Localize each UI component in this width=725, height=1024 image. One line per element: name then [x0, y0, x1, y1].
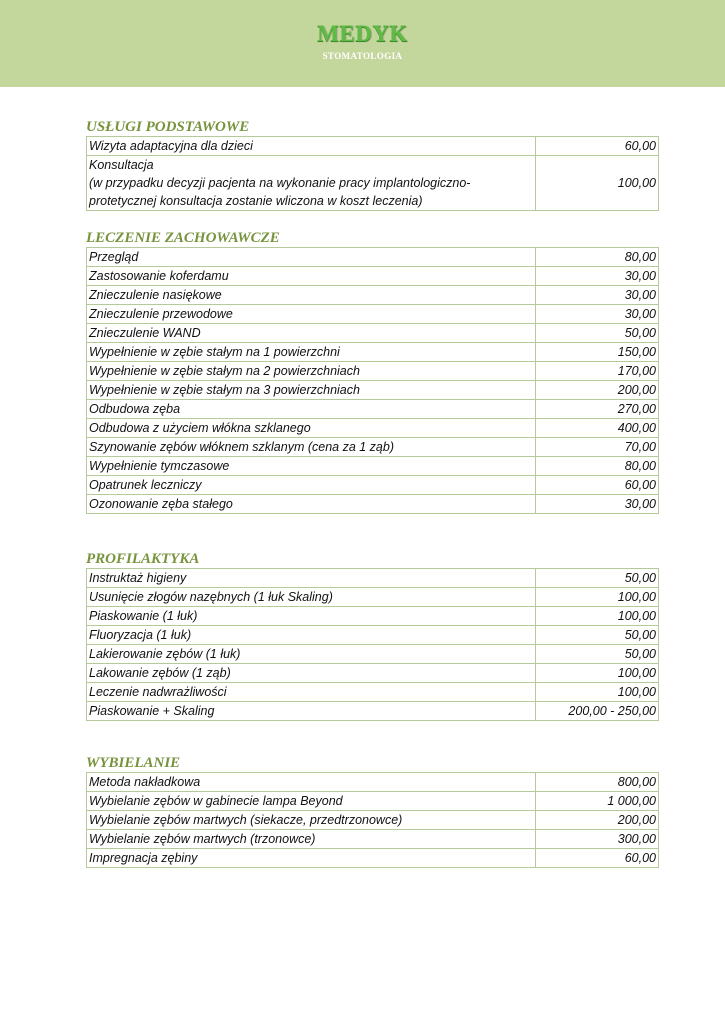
- table-row: [87, 773, 659, 792]
- table-row: [87, 588, 659, 607]
- service-price: 200,00: [536, 811, 659, 830]
- service-name: Odbudowa zęba: [87, 400, 536, 419]
- service-name: Piaskowanie (1 łuk): [87, 607, 536, 626]
- table-row: [87, 702, 659, 721]
- service-price: 100,00: [536, 664, 659, 683]
- table-row: [87, 683, 659, 702]
- service-price: 50,00: [536, 569, 659, 588]
- section-title: PROFILAKTYKA: [86, 551, 200, 567]
- service-name: Lakierowanie zębów (1 łuk): [87, 645, 536, 664]
- service-price: 270,00: [536, 400, 659, 419]
- table-row: [87, 267, 659, 286]
- table-row: [87, 830, 659, 849]
- table-row: [87, 645, 659, 664]
- service-name: Impregnacja zębiny: [87, 849, 536, 868]
- section-whitening: [86, 754, 656, 868]
- price-table: [86, 568, 659, 721]
- service-name: Lakowanie zębów (1 ząb): [87, 664, 536, 683]
- table-row: [87, 305, 659, 324]
- service-price: 200,00 - 250,00: [536, 702, 659, 721]
- table-row: [87, 381, 659, 400]
- service-name: Wypełnienie tymczasowe: [87, 457, 536, 476]
- table-row: [87, 626, 659, 645]
- service-price: 60,00: [536, 137, 659, 156]
- table-row: [87, 438, 659, 457]
- service-name: Przegląd: [87, 248, 536, 267]
- section-title: LECZENIE ZACHOWAWCZE: [86, 230, 280, 246]
- service-name-line: protetycznej konsultacja zostanie wliczona w koszt leczenia): [89, 194, 423, 208]
- brand-subtitle: STOMATOLOGIA: [322, 51, 403, 61]
- service-price: 100,00: [536, 156, 659, 211]
- table-row: [87, 324, 659, 343]
- service-price: 800,00: [536, 773, 659, 792]
- service-name: Metoda nakładkowa: [87, 773, 536, 792]
- service-price: 60,00: [536, 476, 659, 495]
- table-row: [87, 343, 659, 362]
- table-row: [87, 248, 659, 267]
- service-name: Piaskowanie + Skaling: [87, 702, 536, 721]
- table-row: [87, 156, 659, 211]
- service-name: Wizyta adaptacyjna dla dzieci: [87, 137, 536, 156]
- service-name: Wypełnienie w zębie stałym na 1 powierzchni: [87, 343, 536, 362]
- service-name: Instruktaż higieny: [87, 569, 536, 588]
- service-name: Wybielanie zębów w gabinecie lampa Beyond: [87, 792, 536, 811]
- table-row: [87, 811, 659, 830]
- service-price: 400,00: [536, 419, 659, 438]
- service-price: 30,00: [536, 495, 659, 514]
- section-title: USŁUGI PODSTAWOWE: [86, 119, 250, 135]
- table-row: [87, 495, 659, 514]
- service-name: [87, 156, 536, 211]
- service-price: 300,00: [536, 830, 659, 849]
- service-price: 30,00: [536, 286, 659, 305]
- service-price: 70,00: [536, 438, 659, 457]
- section-title: WYBIELANIE: [86, 755, 181, 771]
- service-price: 1 000,00: [536, 792, 659, 811]
- service-price: 100,00: [536, 683, 659, 702]
- table-row: [87, 792, 659, 811]
- service-name: Odbudowa z użyciem włókna szklanego: [87, 419, 536, 438]
- service-name-line: Konsultacja: [89, 158, 154, 172]
- service-price: 60,00: [536, 849, 659, 868]
- service-name: Ozonowanie zęba stałego: [87, 495, 536, 514]
- service-price: 50,00: [536, 626, 659, 645]
- table-row: [87, 362, 659, 381]
- service-name: Znieczulenie WAND: [87, 324, 536, 343]
- service-name: Wypełnienie w zębie stałym na 3 powierzchniach: [87, 381, 536, 400]
- section-basic-services: [86, 118, 656, 211]
- table-row: [87, 419, 659, 438]
- service-name-line: (w przypadku decyzji pacjenta na wykonanie pracy implantologiczno-: [89, 176, 471, 190]
- service-name: Usunięcie złogów nazębnych (1 łuk Skaling): [87, 588, 536, 607]
- price-table: [86, 247, 659, 514]
- service-name: Szynowanie zębów włóknem szklanym (cena za 1 ząb): [87, 438, 536, 457]
- table-row: [87, 400, 659, 419]
- service-price: 100,00: [536, 607, 659, 626]
- service-price: 50,00: [536, 324, 659, 343]
- service-name: Opatrunek leczniczy: [87, 476, 536, 495]
- table-row: [87, 457, 659, 476]
- service-price: 30,00: [536, 305, 659, 324]
- table-row: [87, 286, 659, 305]
- service-price: 30,00: [536, 267, 659, 286]
- table-row: [87, 664, 659, 683]
- section-prophylaxis: [86, 550, 656, 721]
- price-table: [86, 136, 659, 211]
- service-price: 80,00: [536, 248, 659, 267]
- service-name: Fluoryzacja (1 łuk): [87, 626, 536, 645]
- service-name: Leczenie nadwrażliwości: [87, 683, 536, 702]
- service-name: Wybielanie zębów martwych (siekacze, przedtrzonowce): [87, 811, 536, 830]
- brand-logo-text: MEDYK: [317, 21, 408, 46]
- service-price: 100,00: [536, 588, 659, 607]
- table-row: [87, 476, 659, 495]
- service-price: 50,00: [536, 645, 659, 664]
- table-row: [87, 849, 659, 868]
- section-conservative-treatment: [86, 229, 656, 514]
- service-price: 150,00: [536, 343, 659, 362]
- page-header: [0, 0, 725, 87]
- service-price: 170,00: [536, 362, 659, 381]
- service-price: 200,00: [536, 381, 659, 400]
- service-name: Znieczulenie przewodowe: [87, 305, 536, 324]
- service-name: Wypełnienie w zębie stałym na 2 powierzchniach: [87, 362, 536, 381]
- service-price: 80,00: [536, 457, 659, 476]
- table-row: [87, 569, 659, 588]
- price-table: [86, 772, 659, 868]
- table-row: [87, 137, 659, 156]
- service-name: Znieczulenie nasiękowe: [87, 286, 536, 305]
- table-row: [87, 607, 659, 626]
- service-name: Zastosowanie koferdamu: [87, 267, 536, 286]
- service-name: Wybielanie zębów martwych (trzonowce): [87, 830, 536, 849]
